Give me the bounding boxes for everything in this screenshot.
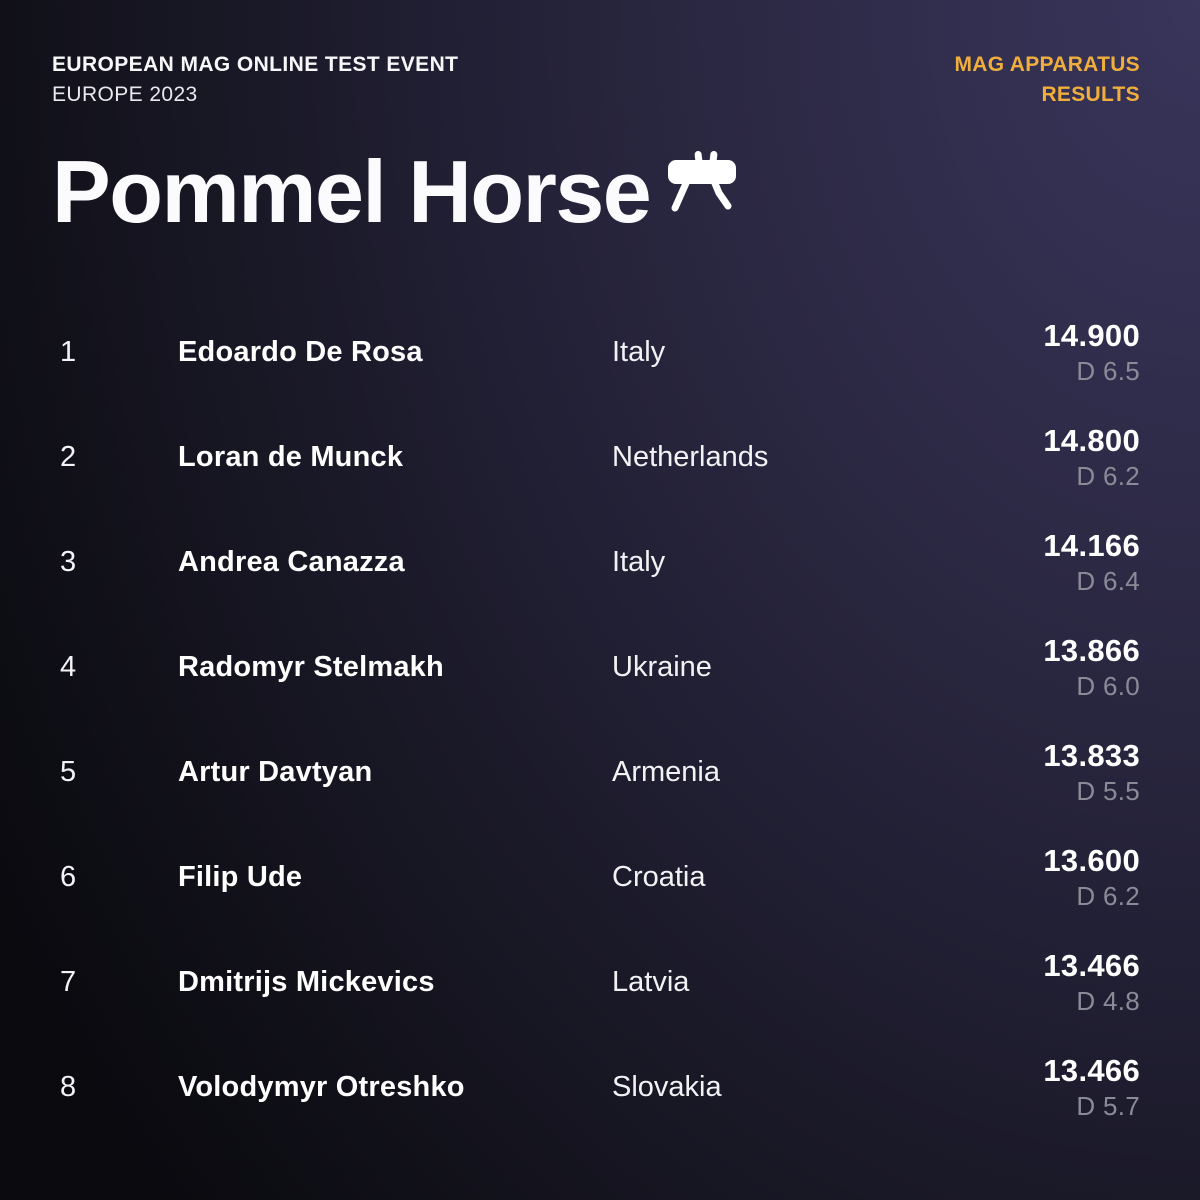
table-row — [0, 1035, 1200, 1140]
athlete-name: Andrea Canazza — [178, 546, 405, 578]
country: Ukraine — [612, 651, 712, 683]
d-score: D 6.4 — [1076, 566, 1140, 596]
country: Armenia — [612, 756, 720, 788]
table-row — [0, 510, 1200, 615]
rank: 7 — [60, 966, 77, 998]
score: 14.166 — [1043, 528, 1140, 563]
score: 13.466 — [1043, 948, 1140, 983]
event-subtitle: EUROPE 2023 — [52, 83, 198, 106]
athlete-name: Dmitrijs Mickevics — [178, 966, 435, 998]
score-block — [930, 947, 1140, 1018]
rank: 2 — [60, 441, 77, 473]
results-list — [0, 300, 1200, 1140]
country: Croatia — [612, 861, 706, 893]
table-row — [0, 720, 1200, 825]
rank: 5 — [60, 756, 77, 788]
score-block — [930, 527, 1140, 598]
d-score: D 4.8 — [1076, 986, 1140, 1016]
d-score: D 6.2 — [1076, 461, 1140, 491]
d-score: D 6.0 — [1076, 671, 1140, 701]
score-block — [930, 1052, 1140, 1123]
athlete-name: Volodymyr Otreshko — [178, 1071, 465, 1103]
score-block — [930, 422, 1140, 493]
score-block — [930, 737, 1140, 808]
event-title: EUROPEAN MAG ONLINE TEST EVENT — [52, 53, 459, 76]
athlete-name: Loran de Munck — [178, 441, 404, 473]
rank: 6 — [60, 861, 77, 893]
score-block — [930, 317, 1140, 388]
d-score: D 6.2 — [1076, 881, 1140, 911]
table-row — [0, 615, 1200, 720]
country: Slovakia — [612, 1071, 722, 1103]
rank: 8 — [60, 1071, 77, 1103]
header — [0, 0, 1200, 110]
rank: 1 — [60, 336, 77, 368]
category-block — [954, 50, 1140, 110]
score: 14.900 — [1043, 318, 1140, 353]
rank: 3 — [60, 546, 77, 578]
category-line-2: RESULTS — [1041, 83, 1140, 106]
score: 14.800 — [1043, 423, 1140, 458]
score: 13.833 — [1043, 738, 1140, 773]
title-block — [0, 110, 1200, 241]
athlete-name: Filip Ude — [178, 861, 303, 893]
table-row — [0, 825, 1200, 930]
event-block — [52, 50, 458, 110]
score-block — [930, 632, 1140, 703]
table-row — [0, 930, 1200, 1035]
d-score: D 5.5 — [1076, 776, 1140, 806]
country: Latvia — [612, 966, 690, 998]
category-line-1: MAG APPARATUS — [954, 53, 1140, 76]
score: 13.866 — [1043, 633, 1140, 668]
athlete-name: Edoardo De Rosa — [178, 336, 423, 368]
d-score: D 6.5 — [1076, 356, 1140, 386]
table-row — [0, 300, 1200, 405]
athlete-name: Artur Davtyan — [178, 756, 373, 788]
table-row — [0, 405, 1200, 510]
d-score: D 5.7 — [1076, 1091, 1140, 1121]
score-block — [930, 842, 1140, 913]
score: 13.466 — [1043, 1053, 1140, 1088]
country: Italy — [612, 546, 666, 578]
page-title: Pommel Horse — [52, 142, 651, 241]
country: Italy — [612, 336, 666, 368]
pommel-horse-icon — [666, 150, 738, 219]
rank: 4 — [60, 651, 77, 683]
score: 13.600 — [1043, 843, 1140, 878]
athlete-name: Radomyr Stelmakh — [178, 651, 444, 683]
country: Netherlands — [612, 441, 769, 473]
